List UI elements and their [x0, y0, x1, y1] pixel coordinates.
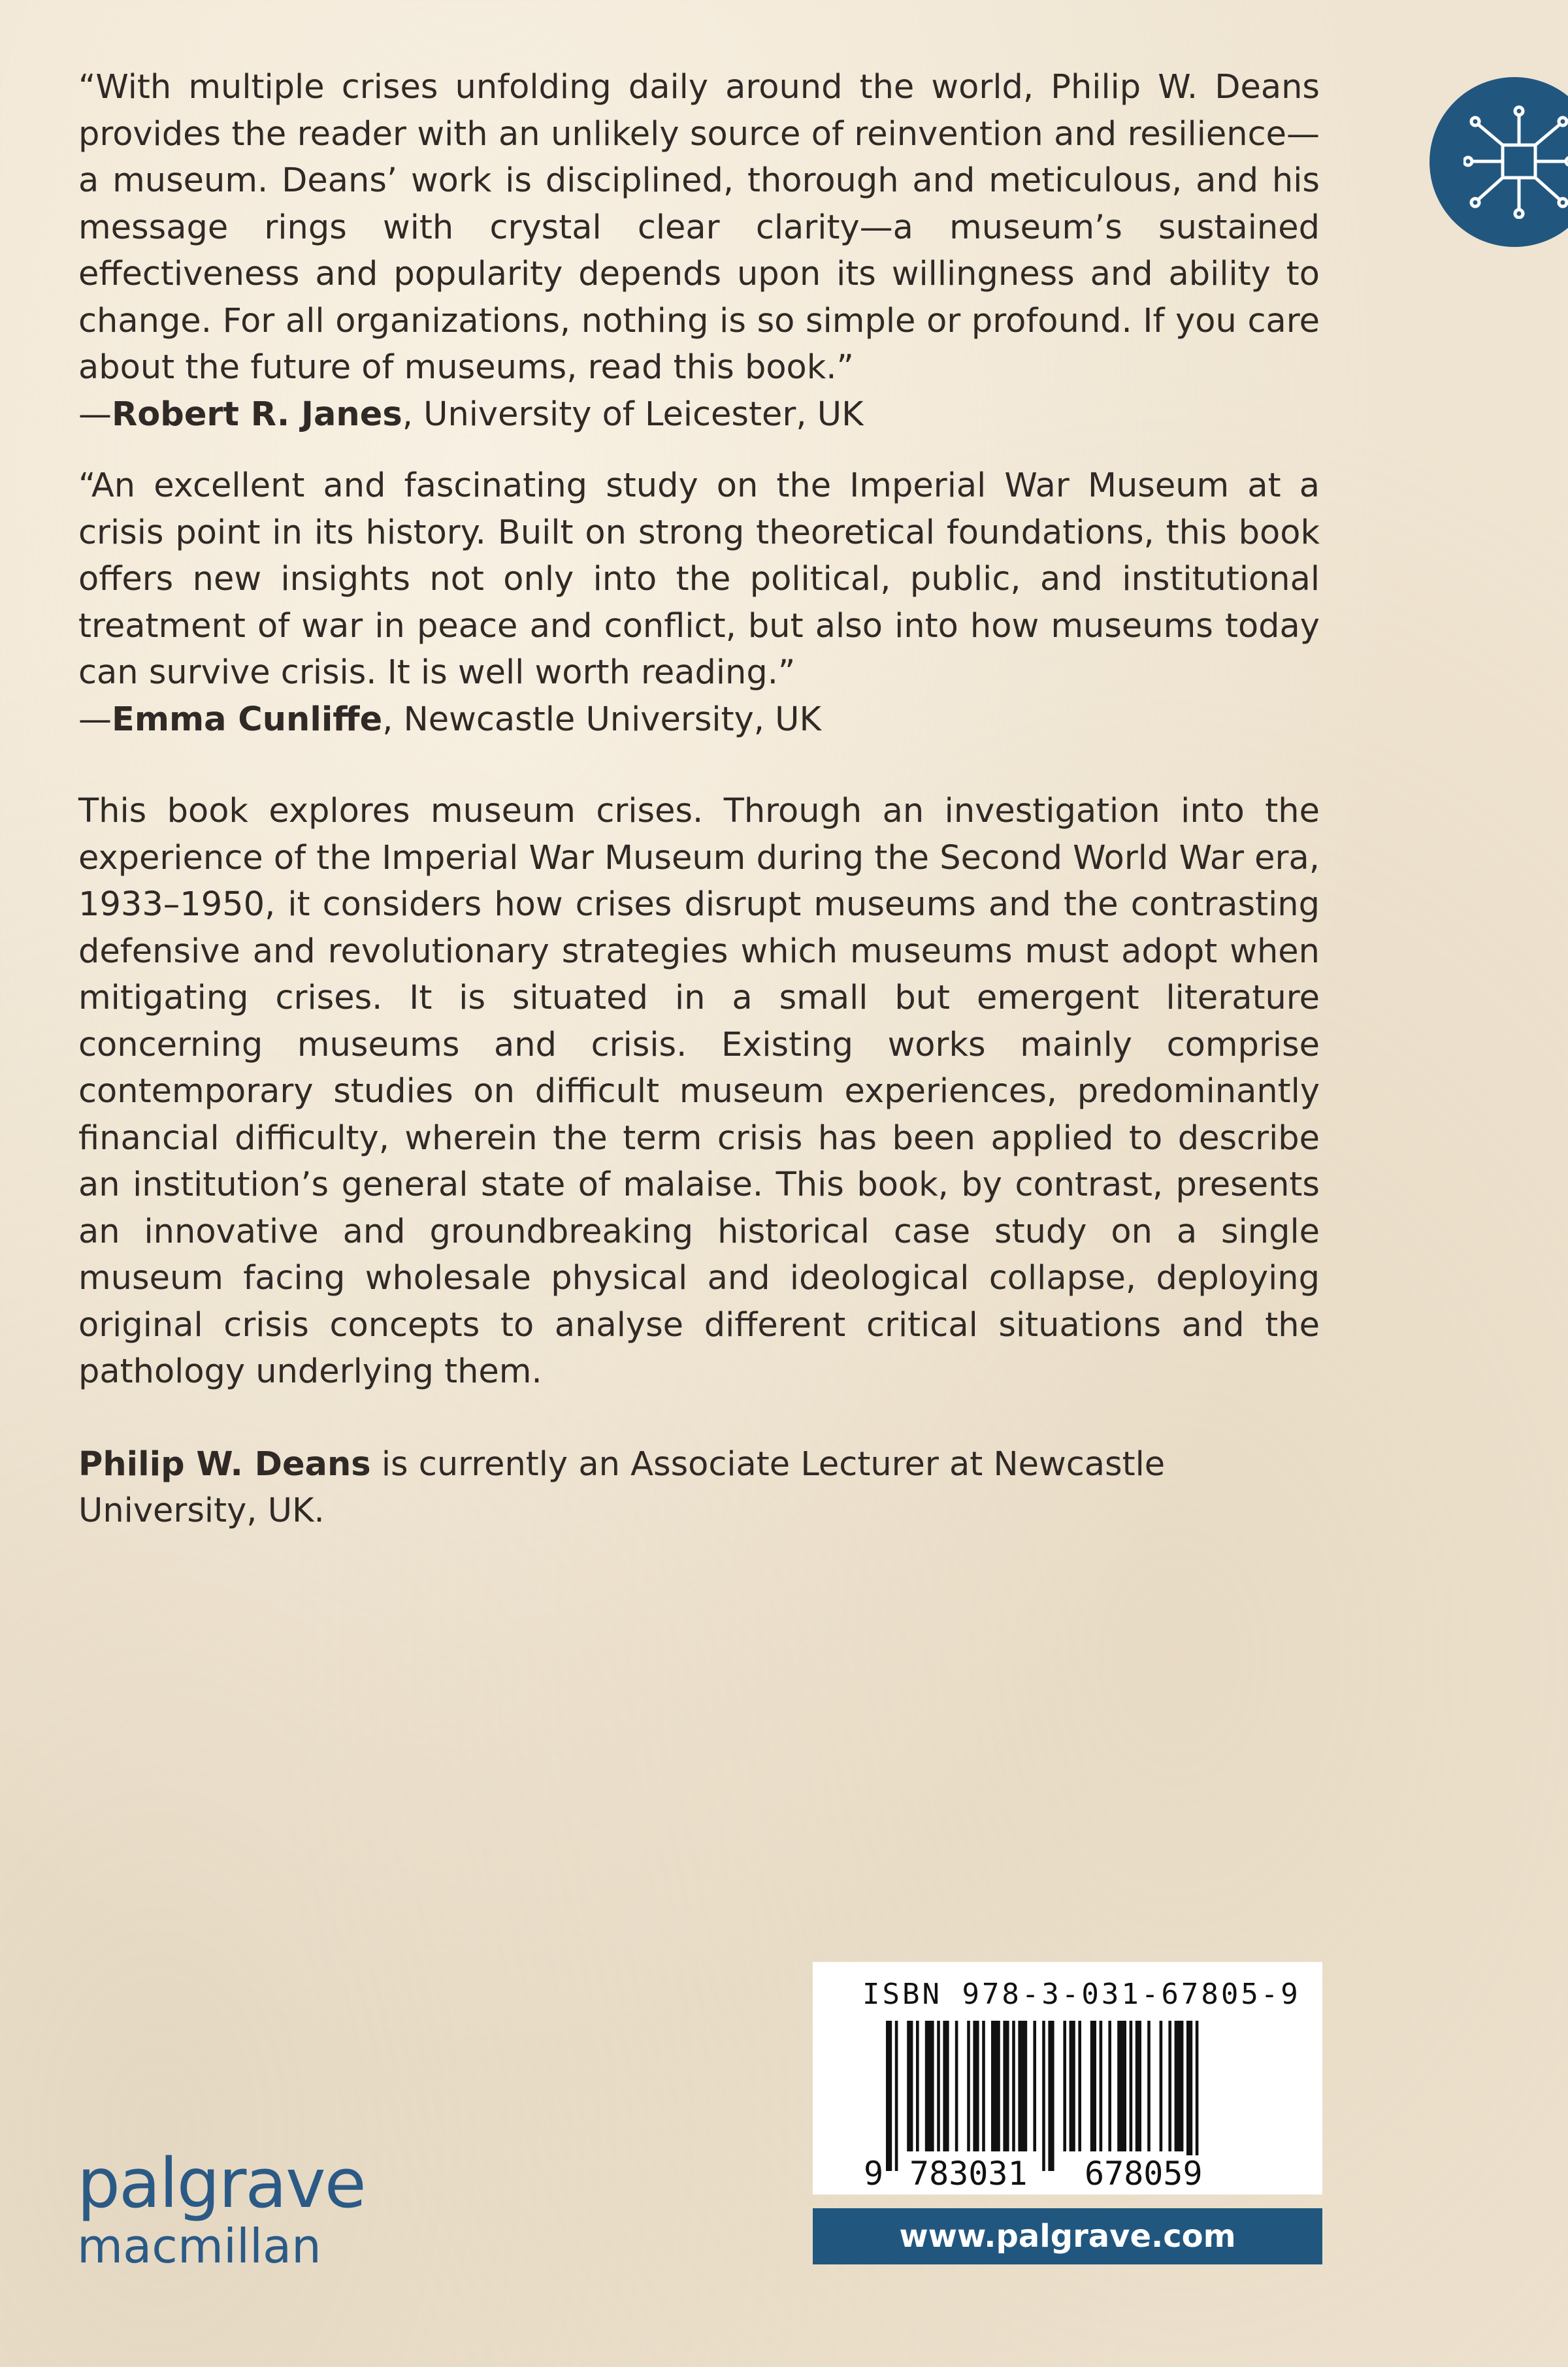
publisher-logo-line2: macmillan [77, 2219, 321, 2274]
barcode-bar [991, 2021, 1000, 2151]
barcode-bar [973, 2021, 979, 2151]
attribution-dash: — [78, 395, 112, 434]
endorser-name-2: Emma Cunliffe [112, 700, 383, 739]
barcode-bar [1175, 2021, 1184, 2151]
publisher-logo [77, 2144, 365, 2274]
endorsement-attribution-1 [78, 391, 1320, 438]
barcode-bar [1186, 2021, 1192, 2171]
barcode-bar [982, 2021, 985, 2151]
barcode-bar [1090, 2021, 1096, 2151]
barcode-bar [1018, 2021, 1027, 2151]
endorser-affiliation-2: , Newcastle University, UK [382, 700, 821, 739]
endorsement-attribution-2 [78, 696, 1320, 743]
barcode-bar [1003, 2021, 1009, 2151]
barcode-bar [967, 2021, 970, 2151]
attribution-dash: — [78, 700, 112, 739]
publisher-logo-line1: palgrave [77, 2144, 365, 2223]
barcode-bar [916, 2021, 919, 2151]
barcode-bar [895, 2021, 898, 2171]
barcode-digit-group-2: 678059 [1081, 2155, 1207, 2192]
barcode-bar [1100, 2021, 1103, 2151]
barcode-bar [1117, 2021, 1126, 2151]
barcode-bar [1135, 2021, 1141, 2151]
barcode-bar [1160, 2021, 1163, 2151]
endorsement-quote-2: “An excellent and fascinating study on the Imperial War Museum at a crisis point in its history. Built on strong theoretical foundations, this book offers new insights not only into the political, public, and institutional treatment of war in peace and conflict, but also into how museums today can survive crisis. It is well worth reading.” [78, 466, 1320, 692]
barcode-digit-group-1: 783031 [906, 2155, 1032, 2192]
barcode-bar [1033, 2021, 1036, 2151]
publisher-url: www.palgrave.com [813, 2208, 1322, 2264]
barcode-bar [1070, 2021, 1075, 2151]
barcode-bar [1048, 2021, 1054, 2171]
network-icon-glyph [1463, 105, 1568, 219]
barcode-bar [1078, 2021, 1081, 2151]
barcode-bar [1042, 2021, 1045, 2171]
author-bio [78, 1441, 1320, 1535]
barcode-bar [1012, 2021, 1015, 2151]
barcode-bar [937, 2021, 940, 2151]
barcode-bar [1196, 2021, 1199, 2171]
barcode-bar [1168, 2021, 1171, 2151]
book-description: This book explores museum crises. Through an investigation into the experience of the Imperial War Museum during the Second World War era, 1933–1950, it considers how crises disrupt museums and the contrasting defensive and revolutionary strategies which museums must adopt when mitigating crises. It is situated in a small but emergent literature concerning museums and crisis. Existing works mainly comprise contemporary studies on difficult museum experiences, predominantly financial difficulty, wherein the term crisis has been applied to describe an institution’s general state of malaise. This book, by contrast, presents an innovative and groundbreaking historical case study on a single museum facing wholesale physical and ideological collapse, deploying original crisis concepts to analyse different critical situations and the pathology underlying them. [78, 792, 1320, 1391]
endorser-affiliation-1: , University of Leicester, UK [402, 395, 864, 434]
endorser-name-1: Robert R. Janes [112, 395, 402, 434]
endorsement-quote-1: “With multiple crises unfolding daily around the world, Philip W. Deans provides the reader with an unlikely source of reinvention and resilience—a museum. Deans’ work is disciplined, thorough and meticulous, and his message rings with crystal clear clarity—a museum’s sustained effectiveness and popularity depends upon its willingness and ability to change. For all organizations, nothing is so simple or profound. If you care about the future of museums, read this book.” [78, 68, 1320, 387]
author-bio-text: is currently an Associate Lecturer at Newcastle University, UK. [78, 1445, 1166, 1530]
barcode-bar [925, 2021, 934, 2151]
barcode-bar [907, 2021, 913, 2151]
back-cover-text [78, 64, 1320, 1535]
barcode-bar [955, 2021, 958, 2151]
isbn-label: ISBN 978-3-031-67805-9 [862, 1978, 1301, 2011]
isbn-barcode [813, 1962, 1322, 2195]
palgrave-network-icon [1429, 77, 1568, 247]
barcode-bars [886, 2021, 1252, 2171]
barcode-bar [1063, 2021, 1066, 2151]
barcode-bar [886, 2021, 892, 2171]
barcode-bar [1130, 2021, 1133, 2151]
barcode-bar [1108, 2021, 1111, 2151]
barcode-digit-first: 9 [864, 2155, 884, 2193]
barcode-bar [943, 2021, 949, 2151]
author-name: Philip W. Deans [78, 1445, 371, 1484]
barcode-bar [1147, 2021, 1151, 2151]
